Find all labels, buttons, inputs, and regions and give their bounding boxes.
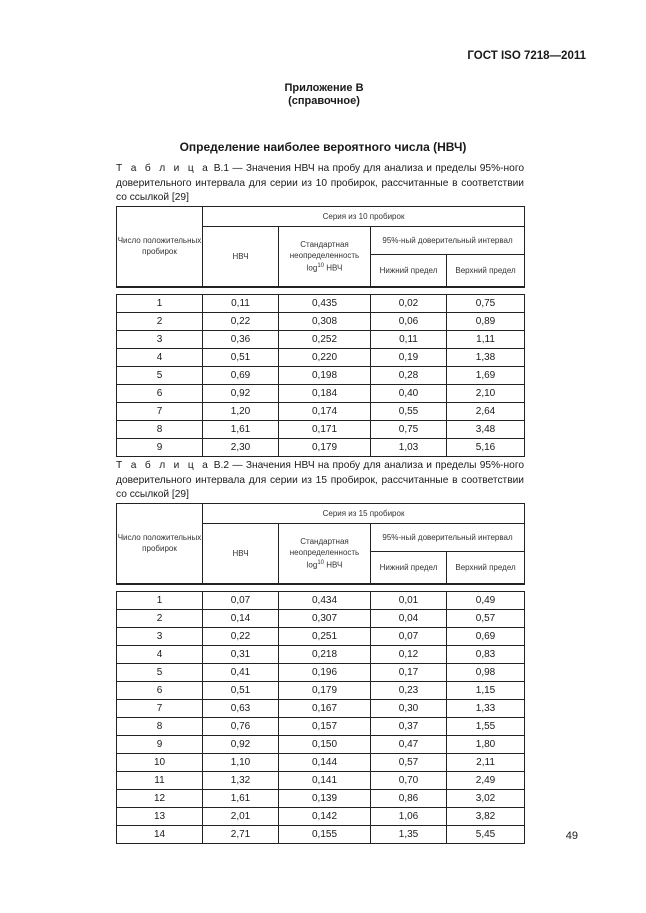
table-row — [117, 825, 525, 843]
table-cell: 0,75 — [447, 294, 525, 312]
table-row — [117, 789, 525, 807]
table-cell: 1,61 — [203, 420, 279, 438]
table-cell: 0,167 — [279, 699, 371, 717]
table1-col-positive: Число положительных пробирок — [117, 207, 203, 287]
table-cell: 1,11 — [447, 330, 525, 348]
table-cell: 0,19 — [371, 348, 447, 366]
table-cell: 2,11 — [447, 753, 525, 771]
table2-col-lower: Нижний предел — [371, 552, 447, 584]
table-cell: 2,10 — [447, 384, 525, 402]
table-cell: 0,01 — [371, 591, 447, 609]
table-cell: 0,22 — [203, 627, 279, 645]
table-cell: 5 — [117, 366, 203, 384]
table1-col-mpn: НВЧ — [203, 227, 279, 287]
table-cell: 0,51 — [203, 681, 279, 699]
table-cell: 0,37 — [371, 717, 447, 735]
table-cell: 0,36 — [203, 330, 279, 348]
table-cell: 1,80 — [447, 735, 525, 753]
table-cell: 0,12 — [371, 645, 447, 663]
document-id: ГОСТ ISO 7218—2011 — [467, 50, 586, 62]
table-cell: 2 — [117, 609, 203, 627]
table-cell: 1,55 — [447, 717, 525, 735]
table-cell: 0,49 — [447, 591, 525, 609]
table-cell: 0,07 — [371, 627, 447, 645]
table-cell: 0,220 — [279, 348, 371, 366]
table-cell: 0,76 — [203, 717, 279, 735]
table1-col-lower: Нижний предел — [371, 255, 447, 287]
table2-caption-prefix: Т а б л и ц а — [116, 460, 211, 471]
table-cell: 3 — [117, 627, 203, 645]
table-cell: 0,11 — [203, 294, 279, 312]
table-cell: 9 — [117, 735, 203, 753]
table1-col-std-c: НВЧ — [324, 263, 343, 273]
table-cell: 0,30 — [371, 699, 447, 717]
table-row — [117, 294, 525, 312]
table-cell: 0,218 — [279, 645, 371, 663]
table-cell: 0,57 — [371, 753, 447, 771]
table-row — [117, 402, 525, 420]
section-title: Определение наиболее вероятного числа (НВЧ) — [179, 140, 467, 154]
table-cell: 14 — [117, 825, 203, 843]
table-cell: 0,142 — [279, 807, 371, 825]
table-cell: 0,04 — [371, 609, 447, 627]
table-cell: 0,196 — [279, 663, 371, 681]
table-row — [117, 438, 525, 456]
table-cell: 1,03 — [371, 438, 447, 456]
table-cell: 0,06 — [371, 312, 447, 330]
table-cell: 0,89 — [447, 312, 525, 330]
table-cell: 0,51 — [203, 348, 279, 366]
table-cell: 0,23 — [371, 681, 447, 699]
table-cell: 2,71 — [203, 825, 279, 843]
table-cell: 0,69 — [447, 627, 525, 645]
table-row — [117, 348, 525, 366]
table-cell: 0,155 — [279, 825, 371, 843]
table-cell: 0,63 — [203, 699, 279, 717]
table-cell: 0,28 — [371, 366, 447, 384]
table-cell: 2,64 — [447, 402, 525, 420]
table-cell: 10 — [117, 753, 203, 771]
table-cell: 1,69 — [447, 366, 525, 384]
table2-col-positive: Число положительных пробирок — [117, 504, 203, 584]
table-cell: 0,47 — [371, 735, 447, 753]
table-cell: 1 — [117, 591, 203, 609]
table-cell: 0,308 — [279, 312, 371, 330]
table-cell: 0,14 — [203, 609, 279, 627]
table-row — [117, 609, 525, 627]
table1 — [116, 206, 525, 457]
table-cell: 0,184 — [279, 384, 371, 402]
table1-body — [117, 294, 525, 456]
table-cell: 0,157 — [279, 717, 371, 735]
table-row — [117, 663, 525, 681]
table2-col-ci: 95%-ный доверительный интервал — [371, 524, 525, 552]
table-cell: 0,41 — [203, 663, 279, 681]
table-cell: 5,16 — [447, 438, 525, 456]
table-cell: 1,15 — [447, 681, 525, 699]
table-cell: 0,55 — [371, 402, 447, 420]
table-cell: 1,10 — [203, 753, 279, 771]
table-cell: 0,141 — [279, 771, 371, 789]
table1-col-upper: Верхний предел — [447, 255, 525, 287]
table-cell: 0,17 — [371, 663, 447, 681]
table1-col-std-sup: 10 — [317, 262, 325, 269]
table1-caption — [116, 162, 524, 206]
table-row — [117, 753, 525, 771]
table2-col-std — [279, 524, 371, 584]
table-row — [117, 699, 525, 717]
table-cell: 2,49 — [447, 771, 525, 789]
table2-col-mpn: НВЧ — [203, 524, 279, 584]
table-cell: 0,150 — [279, 735, 371, 753]
table-cell: 0,144 — [279, 753, 371, 771]
table-cell: 1,38 — [447, 348, 525, 366]
table1-col-std — [279, 227, 371, 287]
table-cell: 8 — [117, 420, 203, 438]
table-cell: 0,83 — [447, 645, 525, 663]
table-cell: 7 — [117, 699, 203, 717]
table-cell: 8 — [117, 717, 203, 735]
table-cell: 9 — [117, 438, 203, 456]
table1-col-std-a: Стандартная неопределенность — [289, 239, 360, 260]
table-cell: 1,61 — [203, 789, 279, 807]
table-cell: 1,32 — [203, 771, 279, 789]
table-cell: 0,57 — [447, 609, 525, 627]
table-row — [117, 645, 525, 663]
table-cell: 0,179 — [279, 681, 371, 699]
table-cell: 11 — [117, 771, 203, 789]
table-cell: 0,174 — [279, 402, 371, 420]
annex-heading — [0, 82, 646, 108]
table-row — [117, 420, 525, 438]
table2-col-upper: Верхний предел — [447, 552, 525, 584]
table-cell: 0,22 — [203, 312, 279, 330]
table-row — [117, 681, 525, 699]
table2-col-std-a: Стандартная неопределенность — [289, 536, 360, 557]
table2-col-series: Серия из 15 пробирок — [203, 504, 525, 524]
table-cell: 0,198 — [279, 366, 371, 384]
table1-caption-prefix: Т а б л и ц а — [116, 163, 211, 174]
table-row — [117, 330, 525, 348]
table-cell: 0,69 — [203, 366, 279, 384]
table-cell: 13 — [117, 807, 203, 825]
table-cell: 0,75 — [371, 420, 447, 438]
table-cell: 1,06 — [371, 807, 447, 825]
table2-body — [117, 591, 525, 843]
table-cell: 4 — [117, 348, 203, 366]
table-cell: 2,30 — [203, 438, 279, 456]
table-cell: 0,70 — [371, 771, 447, 789]
table-cell: 0,92 — [203, 384, 279, 402]
page-number: 49 — [565, 830, 578, 842]
table-cell: 5 — [117, 663, 203, 681]
table2-col-std-sup: 10 — [317, 559, 325, 566]
table1-col-series: Серия из 10 пробирок — [203, 207, 525, 227]
table-cell: 0,86 — [371, 789, 447, 807]
table-row — [117, 735, 525, 753]
table-cell: 1,20 — [203, 402, 279, 420]
table-cell: 1,33 — [447, 699, 525, 717]
table-cell: 0,11 — [371, 330, 447, 348]
table-cell: 0,02 — [371, 294, 447, 312]
table-row — [117, 627, 525, 645]
table-cell: 3,82 — [447, 807, 525, 825]
table-cell: 3,02 — [447, 789, 525, 807]
table-cell: 0,435 — [279, 294, 371, 312]
table-cell: 0,98 — [447, 663, 525, 681]
table-cell: 0,92 — [203, 735, 279, 753]
table-row — [117, 366, 525, 384]
table-cell: 4 — [117, 645, 203, 663]
table-cell: 5,45 — [447, 825, 525, 843]
table-cell: 6 — [117, 384, 203, 402]
table-cell: 0,179 — [279, 438, 371, 456]
table-cell: 1 — [117, 294, 203, 312]
table-row — [117, 771, 525, 789]
annex-title: Приложение В — [284, 82, 364, 94]
table-cell: 3,48 — [447, 420, 525, 438]
table-cell: 0,252 — [279, 330, 371, 348]
table1-caption-text: В.1 — Значения НВЧ на пробу для анализа и пределы 95%-ного доверительного интервала для серии из 10 пробирок, рассчитанные в соответствии со ссылкой [29] — [116, 163, 524, 203]
table-row — [117, 384, 525, 402]
table-cell: 0,171 — [279, 420, 371, 438]
table-cell: 3 — [117, 330, 203, 348]
table-cell: 12 — [117, 789, 203, 807]
table-cell: 0,40 — [371, 384, 447, 402]
table2 — [116, 503, 525, 844]
table-cell: 0,434 — [279, 591, 371, 609]
table-cell: 2,01 — [203, 807, 279, 825]
table1-col-std-b: log — [306, 263, 318, 273]
table-cell: 0,307 — [279, 609, 371, 627]
table-cell: 7 — [117, 402, 203, 420]
table-row — [117, 312, 525, 330]
table2-col-std-b: log — [306, 560, 318, 570]
table-cell: 0,251 — [279, 627, 371, 645]
table2-caption-text: В.2 — Значения НВЧ на пробу для анализа и пределы 95%-ного доверительного интервала для серии из 15 пробирок, рассчитанные в соответствии со ссылкой [29] — [116, 460, 524, 500]
table-cell: 0,07 — [203, 591, 279, 609]
annex-subtitle: (справочное) — [288, 95, 360, 107]
table2-caption — [116, 459, 524, 503]
table1-col-ci: 95%-ный доверительный интервал — [371, 227, 525, 255]
table-row — [117, 591, 525, 609]
table-cell: 6 — [117, 681, 203, 699]
table-cell: 2 — [117, 312, 203, 330]
table-cell: 0,139 — [279, 789, 371, 807]
table-row — [117, 717, 525, 735]
table-row — [117, 807, 525, 825]
table2-col-std-c: НВЧ — [324, 560, 343, 570]
table-cell: 0,31 — [203, 645, 279, 663]
table-cell: 1,35 — [371, 825, 447, 843]
